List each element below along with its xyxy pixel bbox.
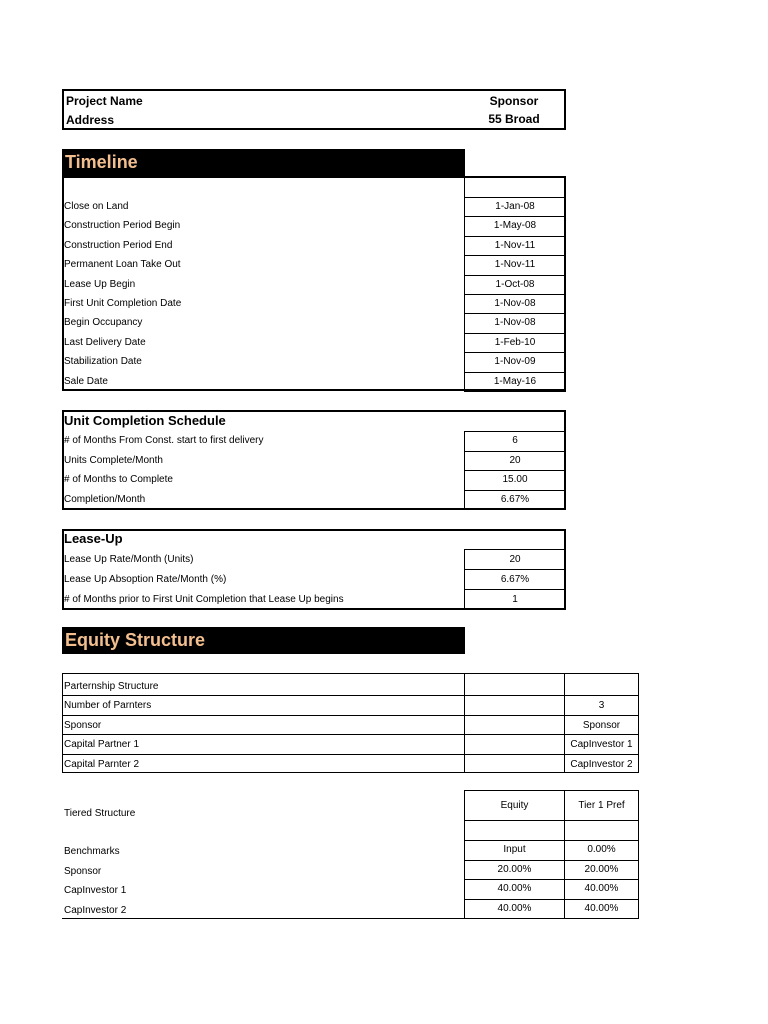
address-value: 55 Broad [488, 112, 540, 126]
timeline-row-label: First Unit Completion Date [64, 298, 182, 309]
unit-completion-row-label: Units Complete/Month [64, 454, 163, 466]
tier-row-label: CapInvestor 2 [64, 904, 127, 916]
lease-up-row-value: 6.67% [464, 569, 566, 590]
partnership-row-label: Capital Parnter 2 [64, 758, 140, 770]
timeline-top-spacer-cell [464, 176, 566, 197]
partnership-row-value: CapInvestor 2 [570, 758, 633, 770]
tier-row-label: CapInvestor 1 [64, 885, 127, 896]
tier-bottom-line [62, 918, 639, 919]
partnership-row-line [62, 734, 639, 735]
partnership-divider-1 [464, 673, 465, 773]
tier-col1-header: Equity [464, 790, 565, 821]
project-box [62, 89, 566, 130]
unit-completion-row-label: # of Months From Const. start to first delivery [64, 435, 264, 446]
lease-up-row-label: Lease Up Absoption Rate/Month (%) [64, 574, 227, 585]
partnership-row-value: CapInvestor 1 [570, 739, 633, 750]
unit-completion-title: Unit Completion Schedule [64, 413, 226, 428]
timeline-row-label: Construction Period End [64, 239, 173, 251]
tier-row-label: Sponsor [64, 865, 102, 877]
tier-row-equity: 40.00% [464, 879, 565, 900]
tier-row-pref: 20.00% [564, 860, 639, 881]
unit-completion-row-value: 15.00 [464, 470, 566, 491]
partnership-row-value: 3 [598, 700, 605, 711]
lease-up-row-value: 20 [464, 549, 566, 570]
lease-up-title: Lease-Up [64, 531, 123, 546]
unit-completion-row-label: Completion/Month [64, 493, 146, 505]
tier-row-equity: Input [464, 840, 565, 861]
timeline-row-value: 1-Nov-08 [464, 313, 566, 333]
timeline-row-label: Begin Occupancy [64, 317, 143, 329]
unit-completion-row-label: # of Months to Complete [64, 474, 173, 485]
tier-row-pref: 40.00% [564, 879, 639, 900]
partnership-row-label: Sponsor [64, 719, 102, 731]
partnership-header-line [62, 695, 639, 696]
lease-up-row-label: # of Months prior to First Unit Completion that Lease Up begins [64, 594, 344, 605]
lease-up-row-label: Lease Up Rate/Month (Units) [64, 554, 194, 565]
timeline-row-value: 1-May-16 [464, 372, 566, 392]
timeline-row-label: Lease Up Begin [64, 278, 136, 290]
partnership-row-line [62, 715, 639, 716]
tier-row-equity: 20.00% [464, 860, 565, 881]
tier-col1-blank [464, 820, 565, 841]
tiered-structure-label: Tiered Structure [64, 808, 136, 819]
timeline-row-label: Sale Date [64, 375, 108, 387]
project-name-value: Sponsor [489, 94, 539, 108]
timeline-row-value: 1-Nov-11 [464, 236, 566, 256]
tier-row-equity: 40.00% [464, 899, 565, 920]
partnership-row-line [62, 754, 639, 755]
equity-title: Equity Structure [62, 627, 465, 654]
unit-completion-row-value: 6 [464, 431, 566, 452]
unit-completion-row-value: 20 [464, 451, 566, 472]
timeline-row-label: Stabilization Date [64, 356, 142, 368]
address-label: Address [66, 113, 115, 127]
timeline-row-value: 1-Jan-08 [464, 197, 566, 217]
timeline-row-value: 1-Nov-11 [464, 255, 566, 275]
timeline-row-label: Close on Land [64, 201, 129, 212]
partnership-row-value: Sponsor [582, 719, 621, 731]
timeline-row-value: 1-Feb-10 [464, 333, 566, 353]
tier-col2-header: Tier 1 Pref [564, 790, 639, 821]
timeline-row-value: 1-May-08 [464, 216, 566, 236]
unit-completion-row-value: 6.67% [464, 490, 566, 511]
timeline-row-value: 1-Nov-08 [464, 294, 566, 314]
timeline-row-label: Construction Period Begin [64, 220, 181, 232]
timeline-row-value: 1-Oct-08 [464, 275, 566, 295]
timeline-row-value: 1-Nov-09 [464, 352, 566, 372]
tier-col2-blank [564, 820, 639, 841]
project-name-label: Project Name [66, 94, 143, 108]
timeline-row-label: Permanent Loan Take Out [64, 259, 181, 271]
lease-up-row-value: 1 [464, 589, 566, 610]
timeline-title: Timeline [62, 149, 465, 176]
tier-row-pref: 0.00% [564, 840, 639, 861]
tier-row-pref: 40.00% [564, 899, 639, 920]
partnership-row-label: Number of Parnters [64, 700, 152, 711]
partnership-row-label: Capital Partner 1 [64, 739, 140, 750]
timeline-row-label: Last Delivery Date [64, 336, 146, 348]
tier-row-label: Benchmarks [64, 846, 120, 857]
partnership-header: Parternship Structure [64, 681, 159, 692]
